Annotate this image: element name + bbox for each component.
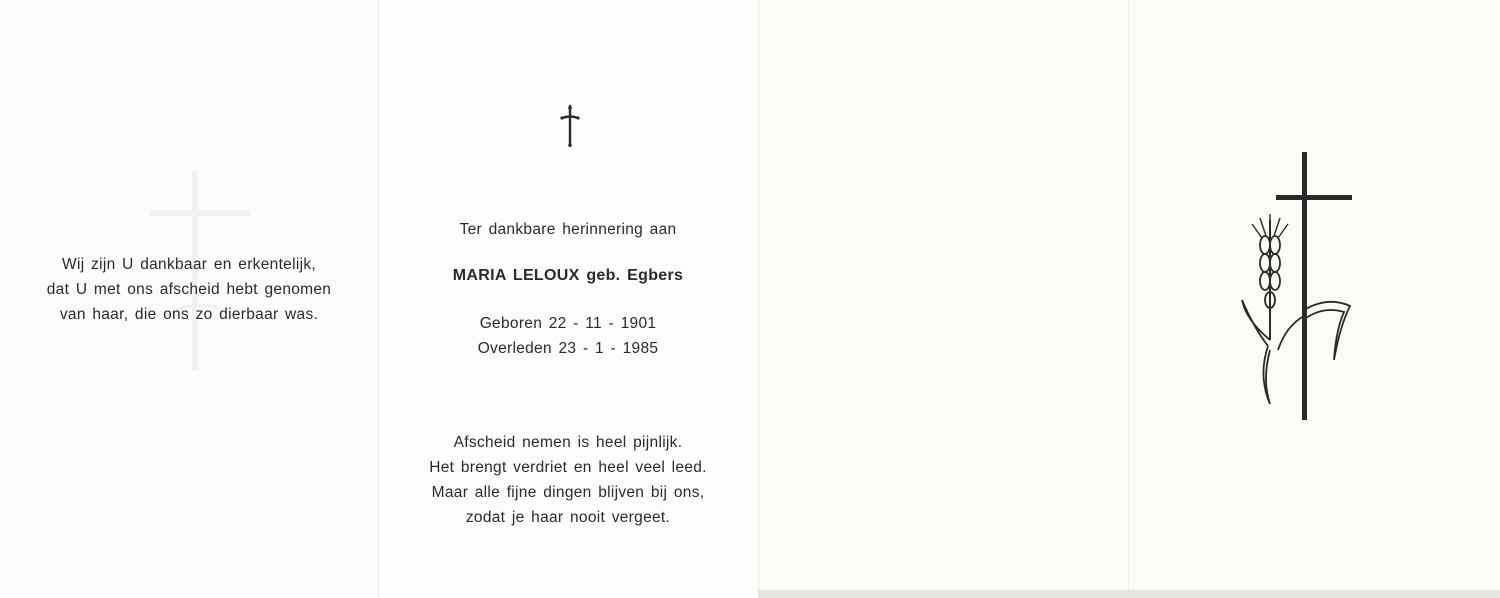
thanks-panel: [0, 0, 378, 598]
poem: [378, 430, 758, 530]
fold-line-1: [378, 0, 379, 598]
death-date: Overleden 23 - 1 - 1985: [477, 340, 659, 357]
cross-icon: [558, 104, 582, 148]
cover-panel: [1128, 0, 1500, 590]
thanks-line-2: dat U met ons afscheid hebt genomen: [46, 281, 332, 298]
life-dates: [378, 311, 758, 361]
fold-line-2: [758, 0, 759, 598]
thanks-line-1: Wij zijn U dankbaar en erkentelijk,: [62, 256, 316, 273]
memorial-panel: [378, 0, 758, 598]
poem-line-4: zodat je haar nooit vergeet.: [465, 509, 671, 526]
poem-line-3: Maar alle fijne dingen blijven bij ons,: [431, 484, 705, 501]
deceased-name: MARIA LELOUX geb. Egbers: [452, 267, 684, 284]
thanks-line-3: van haar, die ons zo dierbaar was.: [59, 306, 319, 323]
intro-line: Ter dankbare herinnering aan: [459, 221, 677, 238]
cross-with-wheat-icon: [1228, 150, 1358, 422]
birth-date: Geboren 22 - 11 - 1901: [479, 315, 657, 332]
scan-edge-strip: [758, 590, 1500, 598]
poem-line-1: Afscheid nemen is heel pijnlijk.: [453, 434, 683, 451]
thanks-message: [0, 252, 378, 327]
fold-line-3: [1128, 0, 1129, 598]
blank-back-panel: [758, 0, 1128, 590]
poem-line-2: Het brengt verdriet en heel veel leed.: [429, 459, 707, 476]
